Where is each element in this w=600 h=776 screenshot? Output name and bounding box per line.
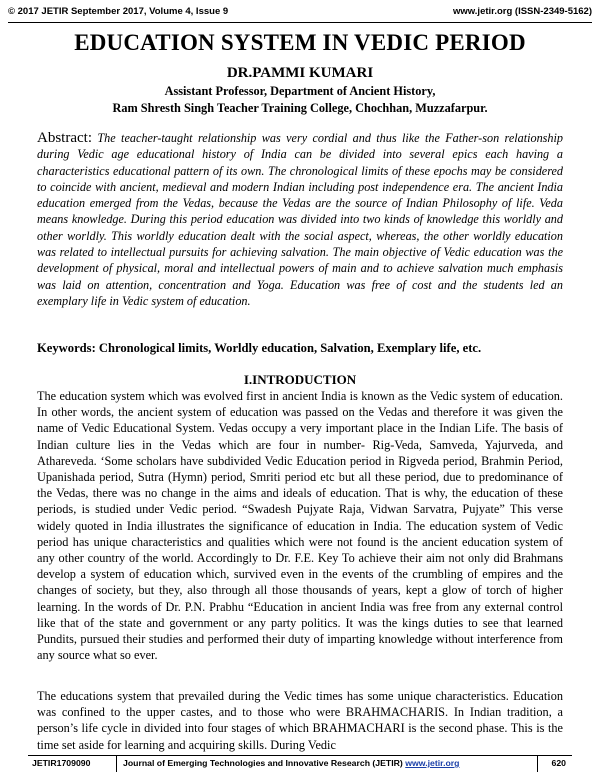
page-footer <box>28 755 572 772</box>
keywords: Keywords: Chronological limits, Worldly education, Salvation, Exemplary life, etc. <box>37 341 482 355</box>
author-name: DR.PAMMI KUMARI <box>226 65 374 81</box>
paper-title: EDUCATION SYSTEM IN VEDIC PERIOD <box>74 30 526 55</box>
author-institution: Ram Shresth Singh Teacher Training College, Chochhan, Muzzafarpur. <box>112 101 488 115</box>
introduction-paragraph-2: The educations system that prevailed during the Vedic times has some unique characteristics. Education was confined to the upper castes, and to those who were BRAHMACHARIS. In Indian tradition, a person’s life cycle in divided into four stages of which BRAHMACHARI is the second phase. This is the time set aside for learning and acquiring skills. During Vedic <box>37 689 563 752</box>
footer-website-link[interactable]: www.jetir.org <box>405 758 460 768</box>
section-heading-introduction: I.INTRODUCTION <box>243 372 357 387</box>
footer-divider <box>116 756 117 772</box>
abstract-label: Abstract: <box>37 130 92 146</box>
paper-id: JETIR1709090 <box>32 758 91 768</box>
introduction-paragraph-1: The education system which was evolved first in ancient India is known as the Vedic system of education. In other words, the ancient system of education was passed on the Vedas and therefore it was given the name of Vedic Educational System. Vedas occupy a very important place in the Indian Life. The basis of Indian culture lies in the Vedas which are four in number- Rig-Veda, Samveda, Yajurveda, and Athareveda. ‘Some scholars have subdivided Vedic Education period in Rigveda period, Brahmin Period, Upanishada period, Sutra (Hymn) period, Smriti period etc but all these period, due to predominance of the Vedas, there was no change in the aims and ideals of education. That is why, the education of these periods, is studied under Vedic period. “Swadesh Pujyate Raja, Vidwan Sarvatra, Pujyate” This verse widely quoted in India illustrates the significance of education in India. The education system of Vedic period has unique characteristics and qualities which were not found is the ancient education system of any other country of the world. Accordingly to Dr. F.E. Key To achieve their aim not only did Brahmans develop a system of education which, survived even in the events of the crumbling of empires and the changes of society, but they, also through all those thousands of years, kept a glow of torch of higher learning. In the words of Dr. P.N. Prabhu “Education in ancient India was free from any external control like that of the state and government or any party politics. It was the kings duties to see that learned Pundits, pursued their studies and performed their duty of imparting knowledge without interference from any source what so ever. <box>37 389 563 663</box>
abstract <box>37 130 563 309</box>
author-position: Assistant Professor, Department of Ancient History, <box>164 84 436 98</box>
journal-website-link[interactable]: www.jetir.org (ISSN-2349-5162) <box>452 6 592 17</box>
footer-divider <box>537 756 538 772</box>
journal-issue-info: © 2017 JETIR September 2017, Volume 4, Issue 9 <box>8 6 229 17</box>
page-number: 620 <box>551 758 566 768</box>
journal-header <box>8 4 592 23</box>
footer-journal: Journal of Emerging Technologies and Innovative Research (JETIR) www.jetir.org <box>123 758 460 768</box>
abstract-text: The teacher-taught relationship was very cordial and thus like the Father-son relationship during Vedic age educational history of India can be divided into several epics each having a characteristics educational pattern of its own. The chronological limits of these epochs may be considered to coincide with ancient, medieval and modern Indian including post independence era. The ancient India education emerged from the Vedas, because the Vedas are the source of Indian Philosophy of life. Veda means knowledge. During this period education was divided into two kinds of knowledge this worldly and other worldly. This worldly education dealt with the social aspect, whereas, the other worldly education was related to intellectual pursuits for achieving salvation. The main objective of Vedic education was the development of physical, moral and intellectual powers of main and to achieve salvation much emphasis was laid on attention, concentration and Yoga. Education was free of cost and the students led an exemplary life in Vedic system of education. <box>37 131 563 308</box>
